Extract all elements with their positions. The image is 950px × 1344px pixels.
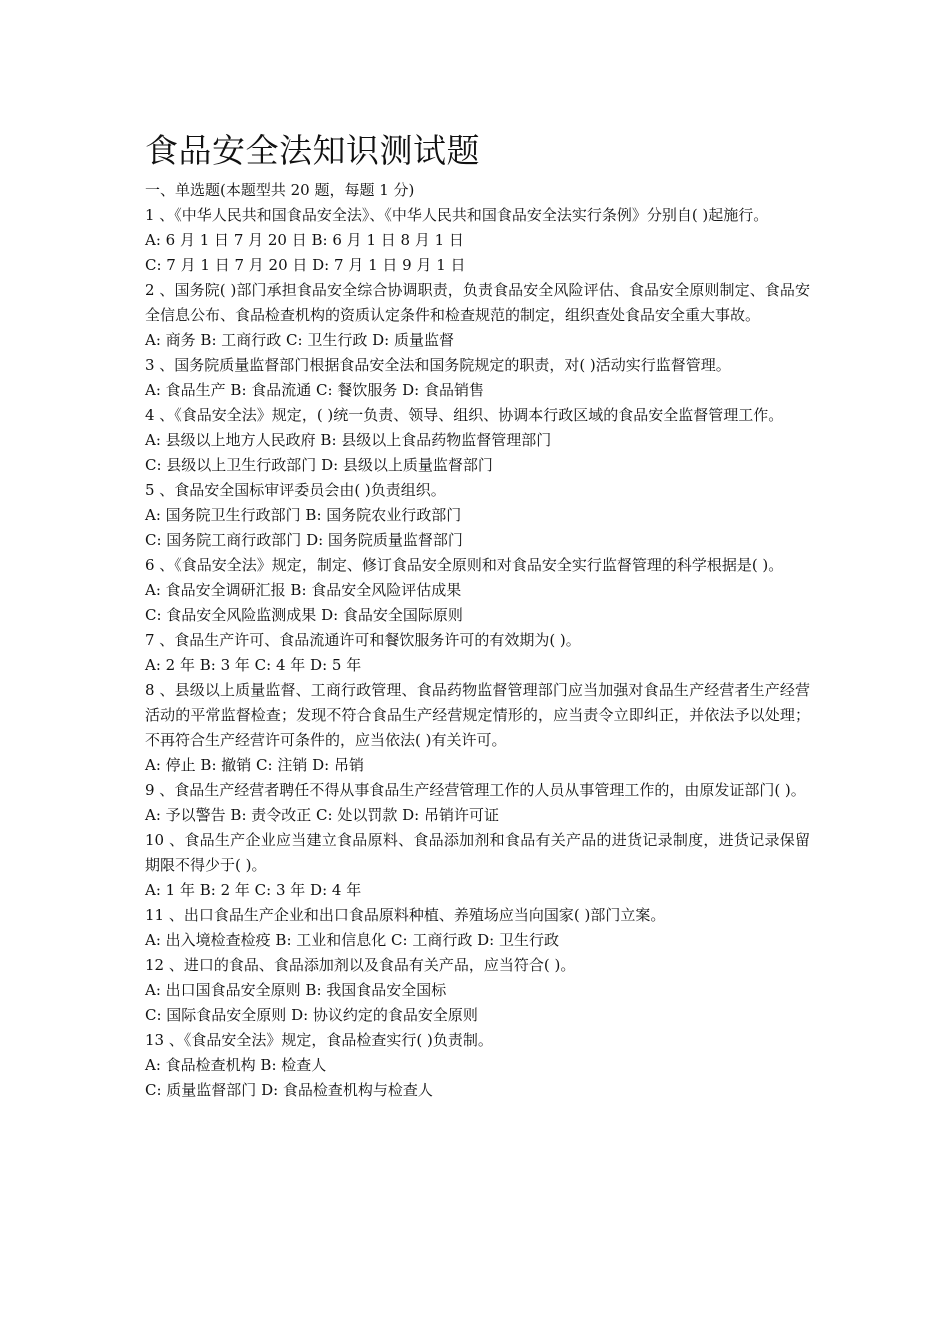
options-7: A: 2 年 B: 3 年 C: 4 年 D: 5 年 <box>145 656 362 674</box>
question-11: 11 、出口食品生产企业和出口食品原料种植、养殖场应当向国家( )部门立案。 <box>145 906 666 924</box>
document-page <box>145 128 810 1103</box>
question-7: 7 、食品生产许可、食品流通许可和餐饮服务许可的有效期为( )。 <box>145 631 581 649</box>
options-2: A: 商务 B: 工商行政 C: 卫生行政 D: 质量监督 <box>145 331 454 349</box>
options-1-cd: C: 7 月 1 日 7 月 20 日 D: 7 月 1 日 9 月 1 日 <box>145 256 466 274</box>
options-8: A: 停止 B: 撤销 C: 注销 D: 吊销 <box>145 756 364 774</box>
question-6: 6 、《食品安全法》规定，制定、修订食品安全原则和对食品安全实行监督管理的科学根据是( )。 <box>145 556 784 574</box>
question-5: 5 、食品安全国标审评委员会由( )负责组织。 <box>145 481 446 499</box>
options-4-ab: A: 县级以上地方人民政府 B: 县级以上食品药物监督管理部门 <box>145 431 552 449</box>
question-3: 3 、国务院质量监督部门根据食品安全法和国务院规定的职责，对( )活动实行监督管理。 <box>145 356 731 374</box>
question-1: 1 、《中华人民共和国食品安全法》、《中华人民共和国食品安全法实行条例》分别自( )起施行。 <box>145 206 769 224</box>
options-3: A: 食品生产 B: 食品流通 C: 餐饮服务 D: 食品销售 <box>145 381 484 399</box>
options-5-ab: A: 国务院卫生行政部门 B: 国务院农业行政部门 <box>145 506 462 524</box>
options-9: A: 予以警告 B: 责令改正 C: 处以罚款 D: 吊销许可证 <box>145 806 499 824</box>
question-10: 10 、食品生产企业应当建立食品原料、食品添加剂和食品有关产品的进货记录制度，进货记录保留期限不得少于( )。 <box>145 831 810 874</box>
options-5-cd: C: 国务院工商行政部门 D: 国务院质量监督部门 <box>145 531 463 549</box>
question-8: 8 、县级以上质量监督、工商行政管理、食品药物监督管理部门应当加强对食品生产经营者生产经营活动的平常监督检查；发现不符合食品生产经营规定情形的，应当责令立即纠正，并依法予以处理；不再符合生产经营许可条件的，应当依法( )有关许可。 <box>145 681 810 749</box>
options-10: A: 1 年 B: 2 年 C: 3 年 D: 4 年 <box>145 881 362 899</box>
question-9: 9 、食品生产经营者聘任不得从事食品生产经营管理工作的人员从事管理工作的，由原发证部门( )。 <box>145 781 806 799</box>
question-4: 4 、《食品安全法》规定，( )统一负责、领导、组织、协调本行政区域的食品安全监督管理工作。 <box>145 406 784 424</box>
question-12: 12 、进口的食品、食品添加剂以及食品有关产品，应当符合( )。 <box>145 956 576 974</box>
options-11: A: 出入境检查检疫 B: 工业和信息化 C: 工商行政 D: 卫生行政 <box>145 931 559 949</box>
options-12-cd: C: 国际食品安全原则 D: 协议约定的食品安全原则 <box>145 1006 478 1024</box>
options-12-ab: A: 出口国食品安全原则 B: 我国食品安全国标 <box>145 981 447 999</box>
options-6-cd: C: 食品安全风险监测成果 D: 食品安全国际原则 <box>145 606 463 624</box>
options-13-ab: A: 食品检查机构 B: 检查人 <box>145 1056 327 1074</box>
question-13: 13 、《食品安全法》规定，食品检查实行( )负责制。 <box>145 1031 493 1049</box>
section-heading: 一、单选题(本题型共 20 题，每题 1 分) <box>145 181 415 199</box>
options-13-cd: C: 质量监督部门 D: 食品检查机构与检查人 <box>145 1081 433 1099</box>
options-4-cd: C: 县级以上卫生行政部门 D: 县级以上质量监督部门 <box>145 456 493 474</box>
document-title: 食品安全法知识测试题 <box>145 131 480 170</box>
question-2: 2 、国务院( )部门承担食品安全综合协调职责，负责食品安全风险评估、食品安全原则制定、食品安全信息公布、食品检查机构的资质认定条件和检查规范的制定，组织查处食品安全重大事故。 <box>145 281 810 324</box>
options-1-ab: A: 6 月 1 日 7 月 20 日 B: 6 月 1 日 8 月 1 日 <box>145 231 464 249</box>
options-6-ab: A: 食品安全调研汇报 B: 食品安全风险评估成果 <box>145 581 462 599</box>
